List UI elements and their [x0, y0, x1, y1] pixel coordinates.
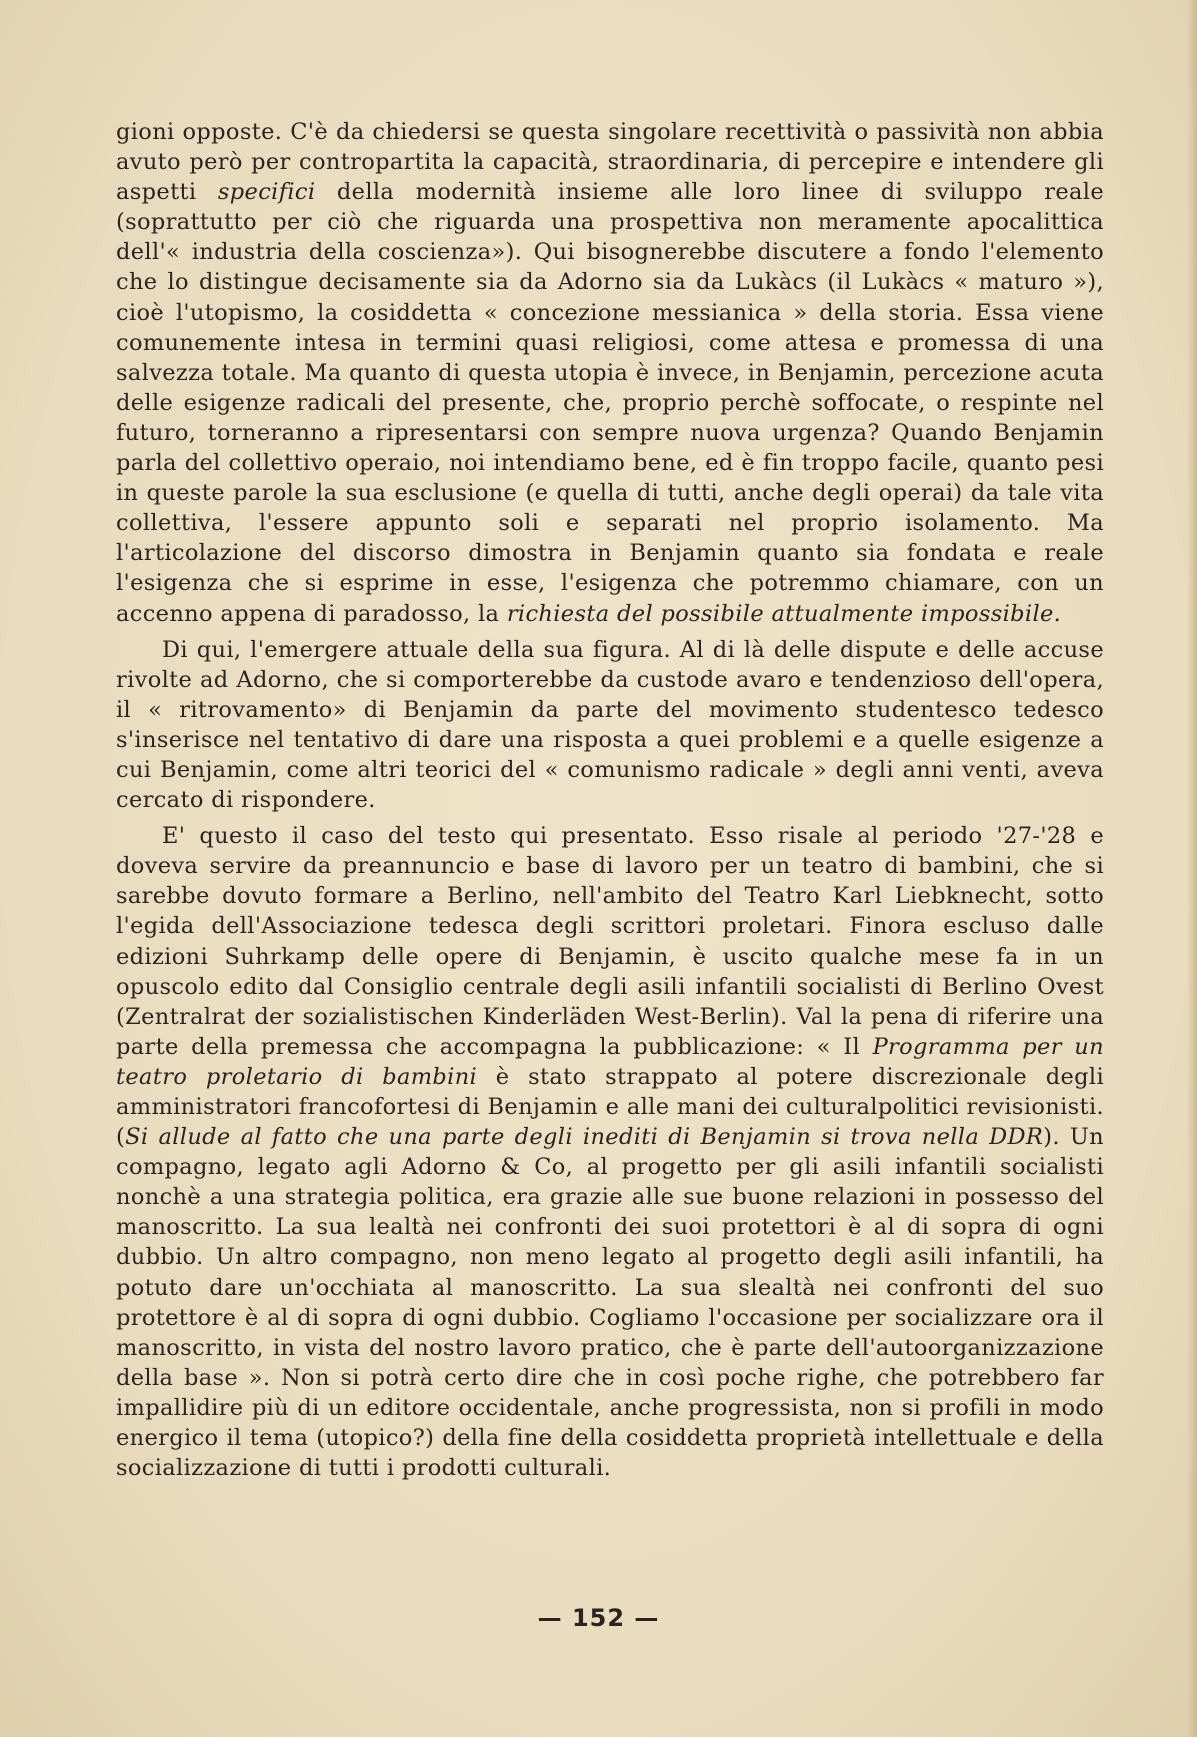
text-run: E' questo il caso del testo qui presentato. Esso risale al periodo '27-'28 e doveva servire da preannuncio e base di lavoro per un teatro di bambini, che si sarebbe dovuto formare a Berlino, nell'ambito del Teatro Karl Liebknecht, sotto l'egida dell'Associazione tedesca degli scrittori proletari. Finora escluso dalle edizioni Suhrkamp delle opere di Benjamin, è uscito qualche mese fa in un opuscolo edito dal Consiglio centrale degli asili infantili socialisti di Berlino Ovest (Zentralrat der sozialistischen Kinderläden West-Berlin). Val la pena di riferire una parte della premessa che accompagna la pubblicazione: « Il [116, 823, 1104, 1060]
paragraph [116, 117, 1104, 629]
body-text [116, 117, 1104, 1483]
italic-run: specifici [217, 179, 316, 206]
text-run: della modernità insieme alle loro linee di sviluppo reale (soprattutto per ciò che riguarda una prospettiva non meramente apocalittica dell'« industria della coscienza»). Qui bisognerebbe discutere a fondo l'elemento che lo distingue decisamente sia da Adorno sia da Lukàcs (il Lukàcs « maturo »), cioè l'utopismo, la cosiddetta « concezione messianica » della storia. Essa viene comunemente intesa in termini quasi religiosi, come attesa e promessa di una salvezza totale. Ma quanto di questa utopia è invece, in Benjamin, percezione acuta delle esigenze radicali del presente, che, proprio perchè soffocate, o respinte nel futuro, torneranno a ripresentarsi con sempre nuova urgenza? Quando Benjamin parla del collettivo operaio, noi intendiamo bene, ed è fin troppo facile, quanto pesi in queste parole la sua esclusione (e quella di tutti, anche degli operai) da tale vita collettiva, l'essere appunto soli e separati nel proprio isolamento. Ma l'articolazione del discorso dimostra in Benjamin quanto sia fondata e reale l'esigenza che si esprime in esse, l'esigenza che potremmo chiamare, con un accenno appena di paradosso, la [116, 179, 1104, 627]
text-run: gioni opposte. C'è da chiedersi se questa singolare recettività o passività non abbia avuto però per contropartita la capacità, straordinaria, di percepire e intendere gli aspetti [116, 119, 1104, 206]
page-edge [1187, 0, 1197, 1737]
text-run: è stato strappato al potere discrezionale degli amministratori francofortesi di Benjamin e alle mani dei culturalpolitici revisionisti. ( [116, 1063, 1104, 1151]
paragraph [116, 821, 1104, 1483]
italic-run: richiesta del possibile attualmente impossibile. [506, 600, 1062, 627]
italic-run: Si allude al fatto che una parte degli inediti di Benjamin si trova nella DDR [125, 1124, 1044, 1151]
italic-run: Programma per un teatro proletario di bambini [116, 1033, 1104, 1090]
page-number: — 152 — [537, 1604, 660, 1632]
paragraph [116, 635, 1104, 816]
text-run: ). Un compagno, legato agli Adorno & Co, al progetto per gli asili infantili socialisti nonchè a una strategia politica, era grazie alle sue buone relazioni in possesso del manoscritto. La sua lealtà nei confronti dei suoi protettori è al di sopra di ogni dubbio. Un altro compagno, non meno legato al progetto degli asili infantili, ha potuto dare un'occhiata al manoscritto. La sua slealtà nei confronti del suo protettore è al di sopra di ogni dubbio. Cogliamo l'occasione per socializzare ora il manoscritto, in vista del nostro lavoro pratico, che è parte dell'autoorganizzazione della base ». Non si potrà certo dire che in così poche righe, che potrebbero far impallidire più di un editore occidentale, anche progressista, non si profili in modo energico il tema (utopico?) della fine della cosiddetta proprietà intellettuale e della socializzazione di tutti i prodotti culturali. [116, 1124, 1104, 1482]
text-run: Di qui, l'emergere attuale della sua figura. Al di là delle dispute e delle accuse rivolte ad Adorno, che si comporterebbe da custode avaro e tendenzioso dell'opera, il « ritrovamento» di Benjamin da parte del movimento studentesco tedesco s'inserisce nel tentativo di dare una risposta a quei problemi e a quelle esigenze a cui Benjamin, come altri teorici del « comunismo radicale » degli anni venti, aveva cercato di rispondere. [116, 636, 1104, 814]
